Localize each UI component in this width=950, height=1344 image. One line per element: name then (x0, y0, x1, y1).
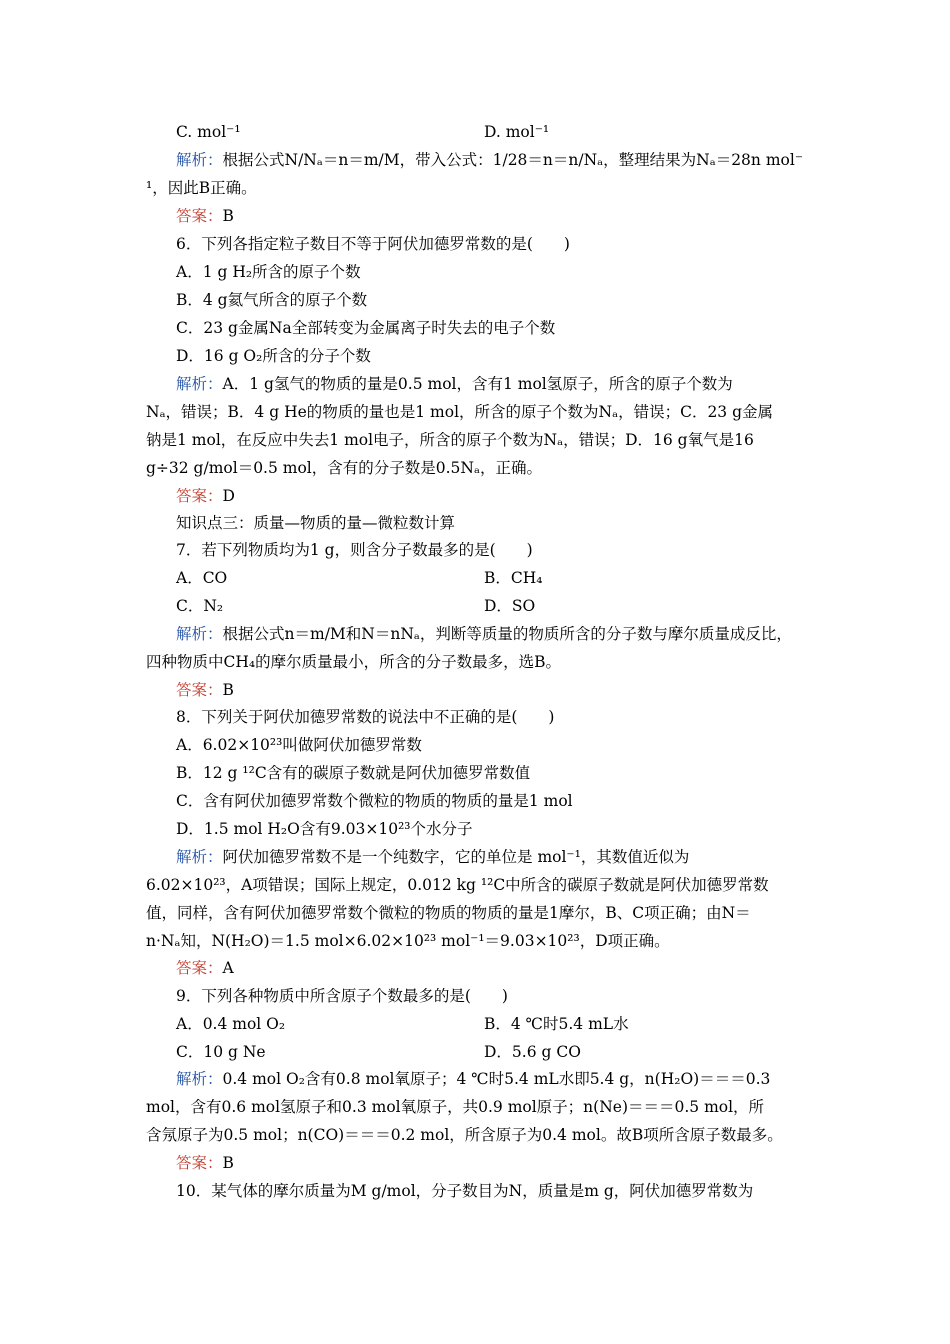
explanation-line: Nₐ，错误；B．4 g He的物质的量也是1 mol，所含的原子个数为Nₐ，错误；C．23 g金属 (146, 403, 774, 421)
explanation-line: 钠是1 mol，在反应中失去1 mol电子，所含的原子个数为Nₐ，错误；D．16 g氧气是16 (146, 431, 754, 449)
question-8-option-d: D．1.5 mol H₂O含有9.03×10²³个水分子 (176, 820, 473, 838)
question-8: 8．下列关于阿伏加德罗常数的说法中不正确的是( ) (176, 708, 555, 726)
question-10: 10．某气体的摩尔质量为M g/mol，分子数目为N，质量是m g，阿伏加德罗常数为 (176, 1182, 754, 1200)
question-6-option-a: A．1 g H₂所含的原子个数 (176, 263, 361, 281)
explanation-label: 解析： (176, 1070, 223, 1088)
explanation-label: 解析： (176, 848, 223, 866)
explanation-line: 6.02×10²³，A项错误；国际上规定，0.012 kg ¹²C中所含的碳原子数就是阿伏加德罗常数 (146, 876, 769, 894)
question-7-option-d: D．SO (484, 597, 536, 615)
answer-line (176, 1153, 234, 1173)
explanation-line: g÷32 g/mol＝0.5 mol，含有的分子数是0.5Nₐ，正确。 (146, 459, 542, 477)
answer-text: D (222, 487, 235, 505)
explanation-line (176, 624, 792, 644)
answer-text: A (222, 959, 234, 977)
question-6: 6．下列各指定粒子数目不等于阿伏加德罗常数的是( ) (176, 235, 570, 253)
answer-text: B (222, 207, 234, 225)
question-6-option-c: C．23 g金属Na全部转变为金属离子时失去的电子个数 (176, 319, 556, 337)
answer-line (176, 486, 235, 506)
question-6-option-b: B．4 g氦气所含的原子个数 (176, 291, 368, 309)
explanation-line: ¹，因此B正确。 (146, 179, 257, 197)
explanation-label: 解析： (176, 151, 223, 169)
question-9-option-a: A．0.4 mol O₂ (176, 1015, 286, 1033)
explanation-label: 解析： (176, 375, 223, 393)
answer-text: B (222, 1154, 234, 1172)
explanation-line (176, 150, 803, 170)
question-7: 7．若下列物质均为1 g，则含分子数最多的是( ) (176, 541, 533, 559)
option-c: C. mol⁻¹ (176, 123, 241, 141)
question-8-option-b: B．12 g ¹²C含有的碳原子数就是阿伏加德罗常数值 (176, 764, 531, 782)
question-9-option-b: B．4 ℃时5.4 mL水 (484, 1015, 629, 1033)
question-9-option-c: C．10 g Ne (176, 1043, 266, 1061)
explanation-line (176, 847, 689, 867)
explanation-line: n·Nₐ知，N(H₂O)＝1.5 mol×6.02×10²³ mol⁻¹＝9.03×10²³，D项正确。 (146, 932, 670, 950)
answer-label: 答案： (176, 959, 223, 977)
explanation-line (176, 374, 733, 394)
answer-label: 答案： (176, 1154, 223, 1172)
explanation-line (176, 1069, 770, 1089)
answer-label: 答案： (176, 681, 223, 699)
explanation-line: 含氖原子为0.5 mol；n(CO)＝＝＝0.2 mol，所含原子为0.4 mol。故B项所含原子数最多。 (146, 1126, 783, 1144)
question-8-option-c: C．含有阿伏加德罗常数个微粒的物质的物质的量是1 mol (176, 792, 573, 810)
answer-line (176, 206, 234, 226)
answer-label: 答案： (176, 207, 223, 225)
answer-label: 答案： (176, 487, 223, 505)
answer-line (176, 680, 234, 700)
answer-text: B (222, 681, 234, 699)
explanation-text: 0.4 mol O₂含有0.8 mol氧原子；4 ℃时5.4 mL水即5.4 g，n(H₂O)＝＝＝0.3 (222, 1070, 771, 1088)
explanation-text: 根据公式n＝m/M和N＝nNₐ，判断等质量的物质所含的分子数与摩尔质量成反比， (222, 625, 792, 643)
question-8-option-a: A．6.02×10²³叫做阿伏加德罗常数 (176, 736, 422, 754)
answer-line (176, 958, 234, 978)
explanation-text: A．1 g氢气的物质的量是0.5 mol，含有1 mol氢原子，所含的原子个数为 (222, 375, 733, 393)
question-9: 9．下列各种物质中所含原子个数最多的是( ) (176, 987, 508, 1005)
option-d: D. mol⁻¹ (484, 123, 550, 141)
explanation-label: 解析： (176, 625, 223, 643)
explanation-line: 四种物质中CH₄的摩尔质量最小，所含的分子数最多，选B。 (146, 653, 561, 671)
knowledge-point-heading: 知识点三：质量—物质的量—微粒数计算 (176, 514, 456, 532)
explanation-line: 值，同样，含有阿伏加德罗常数个微粒的物质的物质的量是1摩尔，B、C项正确；由N＝ (146, 904, 751, 922)
explanation-line: mol，含有0.6 mol氢原子和0.3 mol氧原子，共0.9 mol原子；n(Ne)＝＝＝0.5 mol，所 (146, 1098, 765, 1116)
question-7-option-a: A．CO (176, 569, 228, 587)
question-7-option-b: B．CH₄ (484, 569, 543, 587)
question-9-option-d: D．5.6 g CO (484, 1043, 581, 1061)
explanation-text: 根据公式N/Nₐ＝n＝m/M，带入公式：1/28＝n＝n/Nₐ，整理结果为Nₐ＝28n mol⁻ (222, 151, 803, 169)
question-6-option-d: D．16 g O₂所含的分子个数 (176, 347, 371, 365)
explanation-text: 阿伏加德罗常数不是一个纯数字，它的单位是 mol⁻¹，其数值近似为 (222, 848, 690, 866)
question-7-option-c: C．N₂ (176, 597, 224, 615)
